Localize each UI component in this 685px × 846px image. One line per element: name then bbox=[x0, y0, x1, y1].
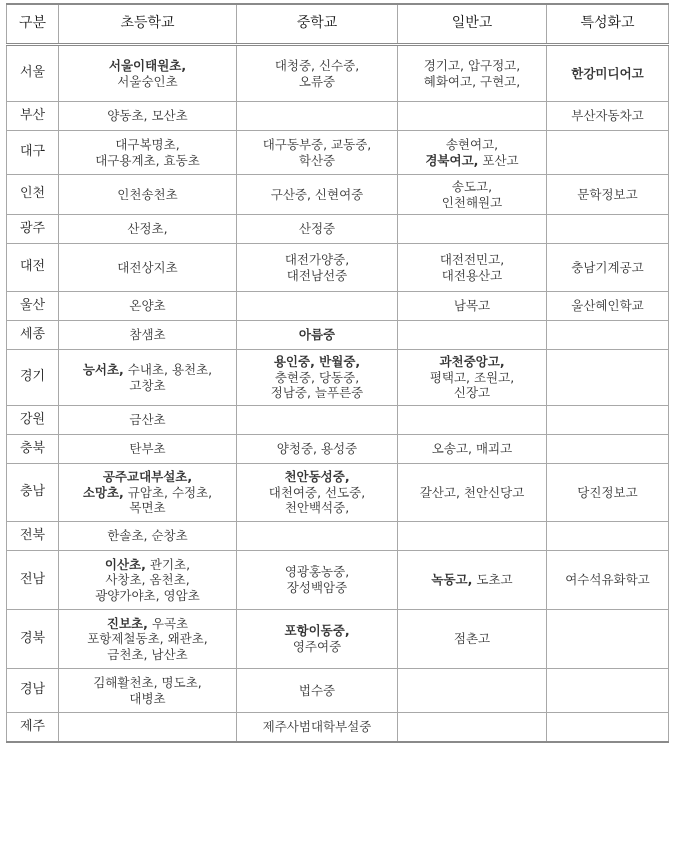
school-name: 포항제철동초, 왜관초, bbox=[87, 631, 208, 647]
cell-line bbox=[401, 370, 543, 386]
school-name: 우곡초 bbox=[147, 615, 189, 631]
specialized-high-cell bbox=[547, 175, 669, 215]
school-name: 충현중, 당동중, bbox=[274, 369, 360, 385]
region-cell: 부산 bbox=[7, 102, 59, 131]
region-cell: 서울 bbox=[7, 45, 59, 102]
cell-line bbox=[62, 572, 233, 588]
middle-cell bbox=[237, 713, 398, 742]
cell-line bbox=[240, 137, 394, 153]
table-row bbox=[7, 713, 669, 742]
school-name: 참샘초 bbox=[129, 327, 166, 343]
school-name-highlighted: 공주교대부설초, bbox=[102, 469, 193, 485]
cell-line bbox=[240, 485, 394, 501]
table-row bbox=[7, 292, 669, 321]
cell-line bbox=[550, 187, 665, 203]
cell-line bbox=[240, 153, 394, 169]
middle-cell bbox=[237, 102, 398, 131]
school-name: 학산중 bbox=[298, 152, 336, 168]
cell-line bbox=[401, 58, 543, 74]
cell-line bbox=[240, 327, 394, 343]
cell-line bbox=[550, 108, 665, 124]
school-name-highlighted: 천안동성중, bbox=[284, 469, 350, 485]
school-name: 인천송천초 bbox=[117, 186, 178, 202]
specialized-high-cell bbox=[547, 551, 669, 610]
school-name: 당진정보고 bbox=[577, 484, 638, 500]
school-name: 인천해원고 bbox=[441, 194, 503, 210]
elementary-cell bbox=[59, 464, 237, 522]
cell-line bbox=[401, 441, 543, 457]
header-elementary: 초등학교 bbox=[59, 4, 237, 45]
school-name: 갈산고, 천안신당고 bbox=[419, 484, 525, 500]
middle-cell bbox=[237, 175, 398, 215]
cell-line bbox=[401, 298, 543, 314]
header-region: 구분 bbox=[7, 4, 59, 45]
elementary-cell bbox=[59, 551, 237, 610]
table-row bbox=[7, 45, 669, 102]
specialized-high-cell bbox=[547, 215, 669, 244]
school-name: 금천초, 남산초 bbox=[107, 646, 188, 662]
school-table bbox=[6, 3, 669, 743]
region-cell: 인천 bbox=[7, 175, 59, 215]
general-high-cell bbox=[398, 131, 547, 175]
general-high-cell bbox=[398, 522, 547, 551]
cell-line bbox=[240, 221, 394, 237]
cell-line bbox=[240, 469, 394, 485]
table-row bbox=[7, 175, 669, 215]
school-name-highlighted: 이산초, bbox=[104, 556, 146, 572]
cell-line bbox=[240, 623, 394, 639]
school-name-highlighted: 녹동고, bbox=[431, 572, 473, 588]
general-high-cell bbox=[398, 215, 547, 244]
elementary-cell bbox=[59, 522, 237, 551]
specialized-high-cell bbox=[547, 610, 669, 669]
middle-cell bbox=[237, 45, 398, 102]
cell-line bbox=[401, 385, 543, 401]
cell-line bbox=[240, 354, 394, 370]
general-high-cell bbox=[398, 669, 547, 713]
region-cell: 강원 bbox=[7, 406, 59, 435]
region-cell: 대구 bbox=[7, 131, 59, 175]
school-name-highlighted: 포항이동중, bbox=[284, 623, 350, 639]
middle-cell bbox=[237, 244, 398, 292]
school-name: 탄부초 bbox=[129, 441, 166, 457]
specialized-high-cell bbox=[547, 435, 669, 464]
cell-line bbox=[401, 195, 543, 211]
cell-line bbox=[62, 647, 233, 663]
school-name: 한솔초, 순창초 bbox=[107, 528, 188, 544]
school-name: 남목고 bbox=[453, 298, 491, 314]
elementary-cell bbox=[59, 435, 237, 464]
specialized-high-cell bbox=[547, 522, 669, 551]
region-cell: 광주 bbox=[7, 215, 59, 244]
general-high-cell bbox=[398, 406, 547, 435]
cell-line bbox=[240, 500, 394, 516]
cell-line bbox=[240, 58, 394, 74]
header-middle: 중학교 bbox=[237, 4, 398, 45]
school-name: 천안백석중, bbox=[284, 500, 350, 516]
elementary-cell bbox=[59, 131, 237, 175]
cell-line bbox=[550, 298, 665, 314]
specialized-high-cell bbox=[547, 45, 669, 102]
school-name: 점촌고 bbox=[453, 631, 491, 647]
cell-line bbox=[240, 683, 394, 699]
general-high-cell bbox=[398, 45, 547, 102]
school-name: 대구복명초, bbox=[115, 136, 180, 152]
general-high-cell bbox=[398, 102, 547, 131]
school-name: 오송고, 매괴고 bbox=[431, 441, 513, 457]
cell-line bbox=[240, 74, 394, 90]
cell-line bbox=[62, 588, 233, 604]
school-name: 충남기계공고 bbox=[571, 259, 644, 275]
region-cell: 제주 bbox=[7, 713, 59, 742]
elementary-cell bbox=[59, 406, 237, 435]
general-high-cell bbox=[398, 464, 547, 522]
cell-line bbox=[62, 221, 233, 237]
school-name: 대천여중, 선도중, bbox=[268, 484, 366, 500]
cell-line bbox=[62, 187, 233, 203]
school-name: 경기고, 압구정고, bbox=[423, 57, 521, 73]
table-row bbox=[7, 435, 669, 464]
cell-line bbox=[62, 469, 233, 485]
general-high-cell bbox=[398, 713, 547, 742]
cell-line bbox=[62, 153, 233, 169]
general-high-cell bbox=[398, 175, 547, 215]
region-cell: 울산 bbox=[7, 292, 59, 321]
school-name-highlighted: 능서초, bbox=[82, 361, 124, 377]
cell-line bbox=[62, 485, 233, 501]
cell-line bbox=[62, 327, 233, 343]
middle-cell bbox=[237, 464, 398, 522]
elementary-cell bbox=[59, 45, 237, 102]
general-high-cell bbox=[398, 435, 547, 464]
school-name: 산정초, bbox=[127, 221, 168, 237]
specialized-high-cell bbox=[547, 669, 669, 713]
cell-line bbox=[401, 179, 543, 195]
school-name: 포산고 bbox=[478, 152, 519, 168]
general-high-cell bbox=[398, 244, 547, 292]
elementary-cell bbox=[59, 321, 237, 350]
cell-line bbox=[240, 580, 394, 596]
school-name: 정남중, 늘푸른중 bbox=[270, 385, 364, 401]
school-name: 울산혜인학교 bbox=[571, 298, 644, 314]
cell-line bbox=[62, 260, 233, 276]
cell-line bbox=[401, 631, 543, 647]
school-name: 오류중 bbox=[298, 73, 336, 89]
cell-line bbox=[240, 564, 394, 580]
table-body bbox=[7, 45, 669, 742]
cell-line bbox=[62, 631, 233, 647]
cell-line bbox=[62, 557, 233, 573]
middle-cell bbox=[237, 215, 398, 244]
school-name: 양청중, 용성중 bbox=[276, 441, 358, 457]
region-cell: 경기 bbox=[7, 350, 59, 406]
table-row bbox=[7, 215, 669, 244]
cell-line bbox=[401, 572, 543, 588]
middle-cell bbox=[237, 435, 398, 464]
general-high-cell bbox=[398, 551, 547, 610]
school-name: 문학정보고 bbox=[577, 186, 638, 202]
school-name: 김해활천초, 명도초, bbox=[93, 674, 202, 690]
cell-line bbox=[62, 108, 233, 124]
cell-line bbox=[401, 153, 543, 169]
cell-line bbox=[62, 500, 233, 516]
school-name-highlighted: 경북여고, bbox=[425, 152, 479, 168]
specialized-high-cell bbox=[547, 292, 669, 321]
school-name-highlighted: 용인중, 반월중, bbox=[273, 354, 361, 370]
general-high-cell bbox=[398, 610, 547, 669]
table-row bbox=[7, 551, 669, 610]
elementary-cell bbox=[59, 292, 237, 321]
general-high-cell bbox=[398, 292, 547, 321]
cell-line bbox=[240, 187, 394, 203]
school-name: 대전상지초 bbox=[117, 259, 178, 275]
middle-cell bbox=[237, 350, 398, 406]
cell-line bbox=[401, 485, 543, 501]
region-cell: 전남 bbox=[7, 551, 59, 610]
table-row bbox=[7, 321, 669, 350]
specialized-high-cell bbox=[547, 350, 669, 406]
cell-line bbox=[240, 385, 394, 401]
school-name: 법수중 bbox=[298, 682, 336, 698]
school-name: 관기초, bbox=[145, 556, 191, 572]
school-name: 양동초, 모산초 bbox=[107, 108, 188, 124]
cell-line bbox=[240, 268, 394, 284]
general-high-cell bbox=[398, 350, 547, 406]
school-name: 구산중, 신현여중 bbox=[270, 186, 364, 202]
cell-line bbox=[62, 412, 233, 428]
region-cell: 대전 bbox=[7, 244, 59, 292]
school-name-highlighted: 과천중앙고, bbox=[439, 354, 505, 370]
elementary-cell bbox=[59, 102, 237, 131]
elementary-cell bbox=[59, 175, 237, 215]
school-name: 사창초, 옴천초, bbox=[105, 572, 190, 588]
school-name: 평택고, 조원고, bbox=[429, 369, 515, 385]
school-name: 대구용계초, 효동초 bbox=[95, 152, 200, 168]
cell-line bbox=[62, 298, 233, 314]
cell-line bbox=[62, 378, 233, 394]
school-name: 장성백암중 bbox=[286, 580, 348, 595]
specialized-high-cell bbox=[547, 131, 669, 175]
school-name: 온양초 bbox=[129, 298, 166, 314]
school-name: 신장고 bbox=[453, 385, 491, 401]
region-cell: 경남 bbox=[7, 669, 59, 713]
cell-line bbox=[240, 441, 394, 457]
header-specialized-high: 특성화고 bbox=[547, 4, 669, 45]
school-name-highlighted: 아름중 bbox=[298, 327, 336, 343]
school-name-highlighted: 진보초, bbox=[106, 615, 148, 631]
school-name: 대전용산고 bbox=[441, 267, 503, 283]
region-cell: 전북 bbox=[7, 522, 59, 551]
elementary-cell bbox=[59, 350, 237, 406]
region-cell: 경북 bbox=[7, 610, 59, 669]
specialized-high-cell bbox=[547, 406, 669, 435]
school-name: 영광홍농중, bbox=[284, 564, 350, 580]
elementary-cell bbox=[59, 244, 237, 292]
cell-line bbox=[62, 616, 233, 632]
general-high-cell bbox=[398, 321, 547, 350]
specialized-high-cell bbox=[547, 244, 669, 292]
school-name: 규암초, 수정초, bbox=[123, 484, 213, 500]
cell-line bbox=[62, 675, 233, 691]
school-name: 송현여고, bbox=[445, 136, 499, 152]
school-name: 대전가양중, bbox=[284, 251, 350, 267]
table-row bbox=[7, 131, 669, 175]
school-name: 제주사범대학부설중 bbox=[262, 718, 372, 734]
table-row bbox=[7, 464, 669, 522]
cell-line bbox=[550, 572, 665, 588]
table-row bbox=[7, 669, 669, 713]
specialized-high-cell bbox=[547, 713, 669, 742]
school-name: 수내초, 용천초, bbox=[123, 361, 213, 377]
cell-line bbox=[550, 260, 665, 276]
specialized-high-cell bbox=[547, 321, 669, 350]
table-row bbox=[7, 610, 669, 669]
cell-line bbox=[401, 268, 543, 284]
table-row bbox=[7, 244, 669, 292]
school-name: 금산초 bbox=[129, 412, 166, 428]
school-name: 산정중 bbox=[298, 221, 336, 237]
school-name: 혜화여고, 구현고, bbox=[423, 73, 521, 89]
cell-line bbox=[62, 441, 233, 457]
cell-line bbox=[62, 528, 233, 544]
school-name: 대구동부중, 교동중, bbox=[262, 136, 372, 152]
school-name: 영주여중 bbox=[292, 639, 342, 654]
region-cell: 충남 bbox=[7, 464, 59, 522]
table-row bbox=[7, 350, 669, 406]
specialized-high-cell bbox=[547, 464, 669, 522]
school-name: 대전전민고, bbox=[439, 251, 505, 267]
cell-line bbox=[240, 639, 394, 655]
school-name: 목면초 bbox=[129, 500, 166, 516]
school-name: 광양가야초, 영암초 bbox=[95, 587, 200, 603]
middle-cell bbox=[237, 131, 398, 175]
cell-line bbox=[401, 74, 543, 90]
school-name: 서울숭인초 bbox=[117, 73, 178, 89]
middle-cell bbox=[237, 522, 398, 551]
region-cell: 충북 bbox=[7, 435, 59, 464]
school-name: 대청중, 신수중, bbox=[274, 57, 360, 73]
cell-line bbox=[401, 137, 543, 153]
cell-line bbox=[62, 362, 233, 378]
table-row bbox=[7, 102, 669, 131]
table-row bbox=[7, 406, 669, 435]
table-header bbox=[7, 4, 669, 45]
cell-line bbox=[401, 354, 543, 370]
school-name: 도초고 bbox=[472, 572, 513, 588]
cell-line bbox=[62, 58, 233, 74]
school-name-highlighted: 서울이태원초, bbox=[108, 57, 187, 73]
elementary-cell bbox=[59, 669, 237, 713]
middle-cell bbox=[237, 406, 398, 435]
table-row bbox=[7, 522, 669, 551]
school-name: 고창초 bbox=[129, 377, 166, 393]
school-name: 송도고, bbox=[451, 178, 493, 194]
middle-cell bbox=[237, 669, 398, 713]
cell-line bbox=[62, 74, 233, 90]
cell-line bbox=[240, 719, 394, 735]
school-name: 대병초 bbox=[129, 690, 166, 706]
cell-line bbox=[401, 252, 543, 268]
middle-cell bbox=[237, 292, 398, 321]
school-name: 여수석유화학고 bbox=[565, 572, 650, 588]
school-name-highlighted: 한강미디어고 bbox=[571, 65, 644, 81]
school-name: 대전남선중 bbox=[286, 267, 348, 283]
header-general-high: 일반고 bbox=[398, 4, 547, 45]
cell-line bbox=[550, 485, 665, 501]
school-name-highlighted: 소망초, bbox=[82, 484, 124, 500]
region-cell: 세종 bbox=[7, 321, 59, 350]
cell-line bbox=[240, 370, 394, 386]
middle-cell bbox=[237, 321, 398, 350]
cell-line bbox=[62, 691, 233, 707]
cell-line bbox=[240, 252, 394, 268]
cell-line bbox=[550, 66, 665, 82]
elementary-cell bbox=[59, 713, 237, 742]
school-name: 부산자동차고 bbox=[571, 108, 644, 124]
cell-line bbox=[62, 137, 233, 153]
elementary-cell bbox=[59, 215, 237, 244]
elementary-cell bbox=[59, 610, 237, 669]
middle-cell bbox=[237, 610, 398, 669]
header-row bbox=[7, 4, 669, 45]
specialized-high-cell bbox=[547, 102, 669, 131]
middle-cell bbox=[237, 551, 398, 610]
